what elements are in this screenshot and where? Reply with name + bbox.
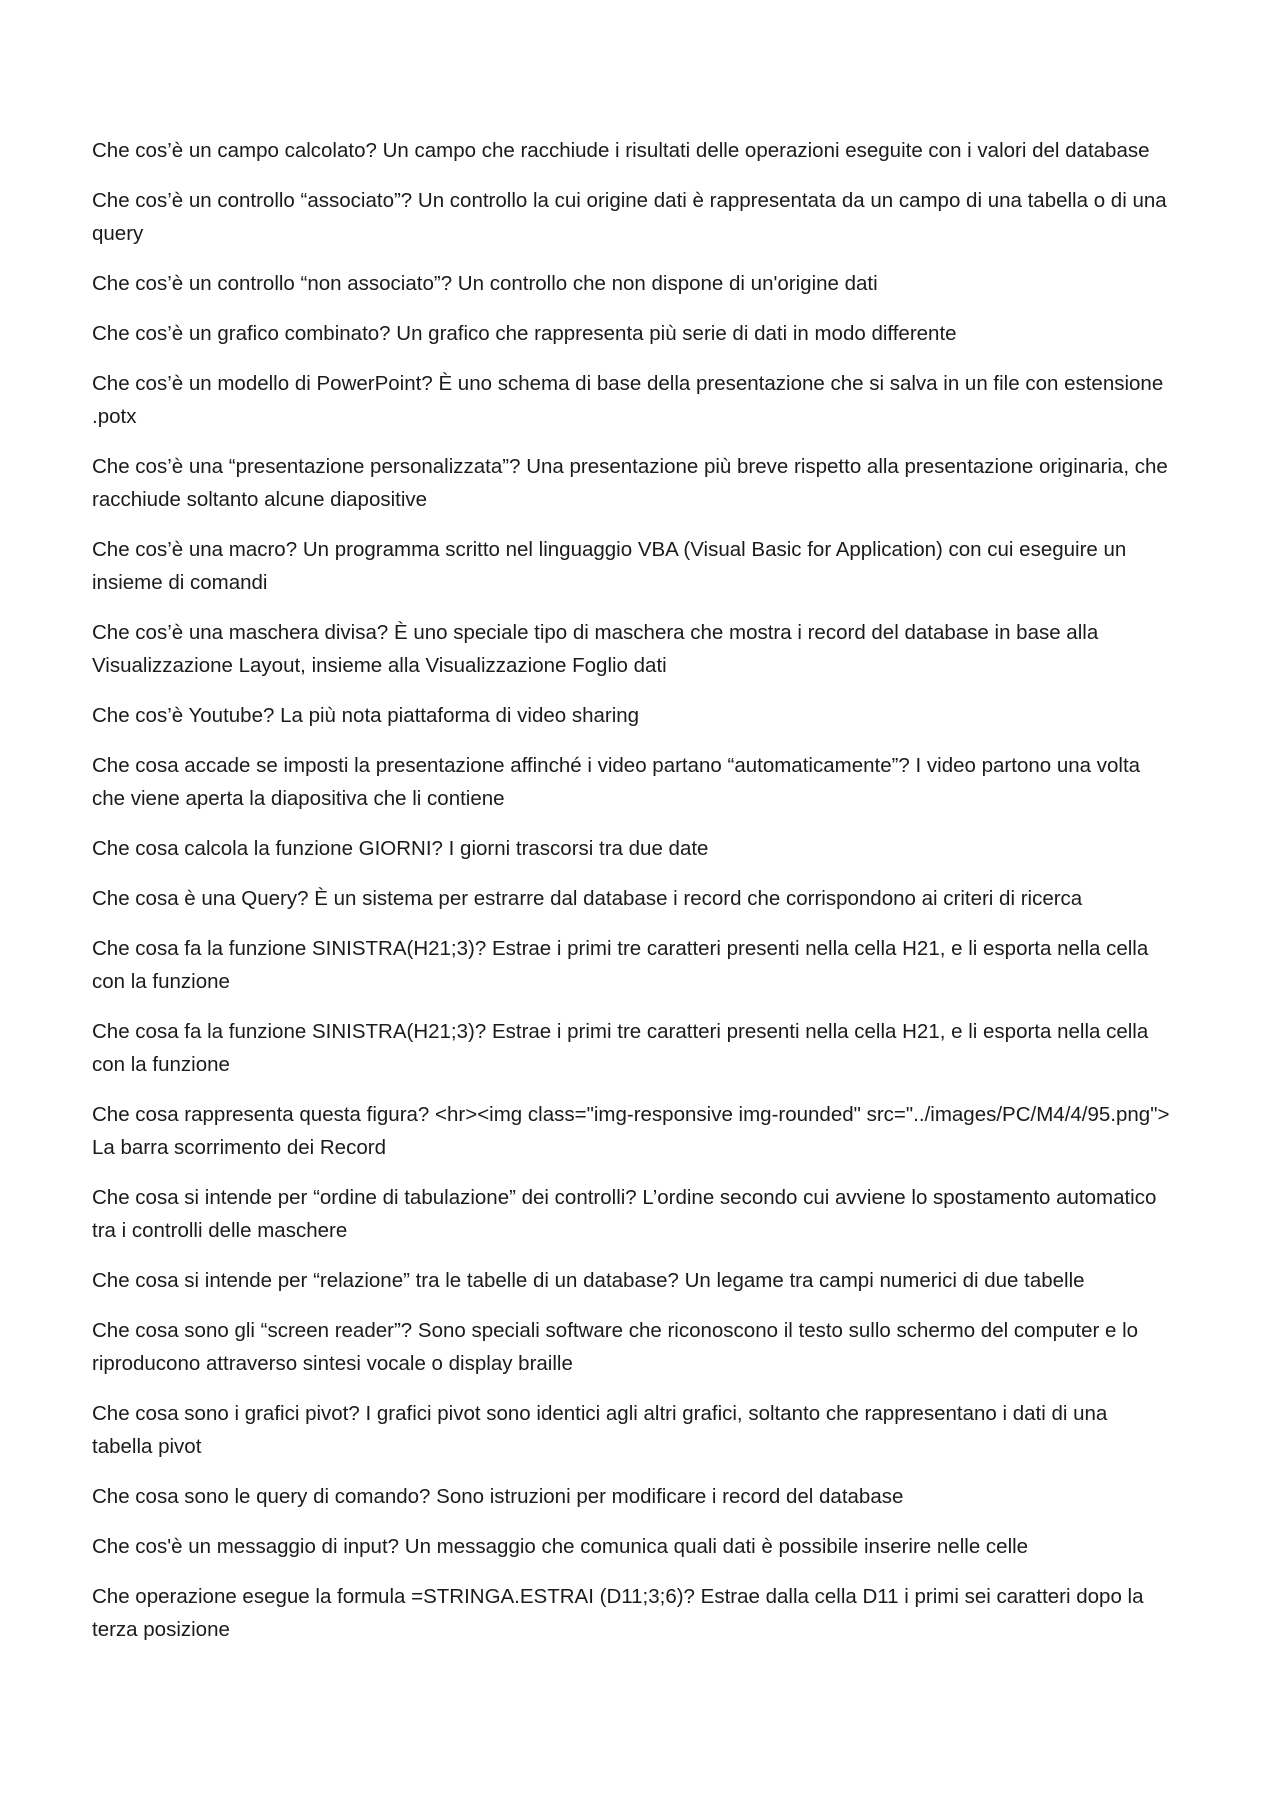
question-text: Che cosa accade se imposti la presentazione affinché i video partano “automaticamente”? xyxy=(92,754,910,777)
question-text: Che cosa si intende per “ordine di tabulazione” dei controlli? xyxy=(92,1186,637,1209)
qa-item-13 xyxy=(92,932,1172,998)
answer-text: La più nota piattaforma di video sharing xyxy=(280,704,640,727)
answer-text: Sono speciali software che riconoscono il testo sullo schermo del computer e lo riproducono attraverso sintesi vocale o display braille xyxy=(92,1319,1139,1375)
question-text: Che cosa fa la funzione SINISTRA(H21;3)? xyxy=(92,1020,487,1043)
qa-item-8 xyxy=(92,616,1172,682)
question-text: Che cos’è Youtube? xyxy=(92,704,275,727)
qa-item-11 xyxy=(92,832,1172,865)
qa-item-6 xyxy=(92,450,1172,516)
answer-text: Un legame tra campi numerici di due tabelle xyxy=(684,1269,1085,1292)
document-page xyxy=(92,134,1172,1663)
qa-item-17 xyxy=(92,1264,1172,1297)
answer-text: Sono istruzioni per modificare i record del database xyxy=(436,1485,904,1508)
answer-text: Estrae dalla cella D11 i primi sei caratteri dopo la terza posizione xyxy=(92,1585,1144,1641)
question-text: Che cosa si intende per “relazione” tra le tabelle di un database? xyxy=(92,1269,679,1292)
question-text: Che cos’è un controllo “associato”? xyxy=(92,189,413,212)
question-text: Che cosa sono le query di comando? xyxy=(92,1485,431,1508)
question-text: Che cosa è una Query? xyxy=(92,887,309,910)
answer-text: La barra scorrimento dei Record xyxy=(92,1136,386,1159)
qa-item-12 xyxy=(92,882,1172,915)
answer-text: È un sistema per estrarre dal database i record che corrispondono ai criteri di ricerca xyxy=(314,887,1083,910)
answer-text: Un programma scritto nel linguaggio VBA (Visual Basic for Application) con cui eseguire un insieme di comandi xyxy=(92,538,1127,594)
qa-item-15 xyxy=(92,1098,1172,1164)
answer-text: Estrae i primi tre caratteri presenti nella cella H21, e li esporta nella cella con la funzione xyxy=(92,1020,1149,1076)
question-text: Che cos’è un grafico combinato? xyxy=(92,322,391,345)
qa-item-18 xyxy=(92,1314,1172,1380)
qa-item-3 xyxy=(92,267,1172,300)
qa-item-9 xyxy=(92,699,1172,732)
question-text: Che cos’è un modello di PowerPoint? xyxy=(92,372,433,395)
qa-item-10 xyxy=(92,749,1172,815)
question-text: Che cosa calcola la funzione GIORNI? xyxy=(92,837,443,860)
answer-text: Una presentazione più breve rispetto alla presentazione originaria, che racchiude soltanto alcune diapositive xyxy=(92,455,1168,511)
answer-text: È uno speciale tipo di maschera che mostra i record del database in base alla Visualizzazione Layout, insieme alla Visualizzazione Foglio dati xyxy=(92,621,1099,677)
answer-text: I giorni trascorsi tra due date xyxy=(448,837,709,860)
qa-item-20 xyxy=(92,1480,1172,1513)
answer-text: Un messaggio che comunica quali dati è possibile inserire nelle celle xyxy=(404,1535,1029,1558)
answer-text: Un grafico che rappresenta più serie di dati in modo differente xyxy=(396,322,957,345)
qa-item-7 xyxy=(92,533,1172,599)
question-text: Che cosa rappresenta questa figura? <hr><img class="img-responsive img-rounded" src="../images/PC/M4/4/95.png"> xyxy=(92,1103,1170,1126)
qa-item-5 xyxy=(92,367,1172,433)
answer-text: Un campo che racchiude i risultati delle operazioni eseguite con i valori del database xyxy=(382,139,1150,162)
question-text: Che cosa sono i grafici pivot? xyxy=(92,1402,360,1425)
qa-item-21 xyxy=(92,1530,1172,1563)
answer-text: Un controllo la cui origine dati è rappresentata da un campo di una tabella o di una query xyxy=(92,189,1167,245)
answer-text: L’ordine secondo cui avviene lo spostamento automatico tra i controlli delle maschere xyxy=(92,1186,1157,1242)
qa-item-4 xyxy=(92,317,1172,350)
question-text: Che cosa sono gli “screen reader”? xyxy=(92,1319,413,1342)
question-text: Che cos’è un controllo “non associato”? xyxy=(92,272,453,295)
qa-item-22 xyxy=(92,1580,1172,1646)
question-text: Che cos’è una macro? xyxy=(92,538,298,561)
question-text: Che cos’è una “presentazione personalizzata”? xyxy=(92,455,521,478)
question-text: Che cos'è un messaggio di input? xyxy=(92,1535,400,1558)
qa-item-2 xyxy=(92,184,1172,250)
question-text: Che operazione esegue la formula =STRINGA.ESTRAI (D11;3;6)? xyxy=(92,1585,695,1608)
qa-item-14 xyxy=(92,1015,1172,1081)
answer-text: Un controllo che non dispone di un'origine dati xyxy=(457,272,878,295)
question-text: Che cos’è una maschera divisa? xyxy=(92,621,389,644)
qa-item-1 xyxy=(92,134,1172,167)
question-text: Che cos’è un campo calcolato? xyxy=(92,139,377,162)
answer-text: Estrae i primi tre caratteri presenti nella cella H21, e li esporta nella cella con la funzione xyxy=(92,937,1149,993)
answer-text: È uno schema di base della presentazione che si salva in un file con estensione .potx xyxy=(92,372,1164,428)
question-text: Che cosa fa la funzione SINISTRA(H21;3)? xyxy=(92,937,487,960)
qa-item-19 xyxy=(92,1397,1172,1463)
qa-item-16 xyxy=(92,1181,1172,1247)
answer-text: I grafici pivot sono identici agli altri grafici, soltanto che rappresentano i dati di una tabella pivot xyxy=(92,1402,1108,1458)
answer-text: I video partono una volta che viene aperta la diapositiva che li contiene xyxy=(92,754,1141,810)
